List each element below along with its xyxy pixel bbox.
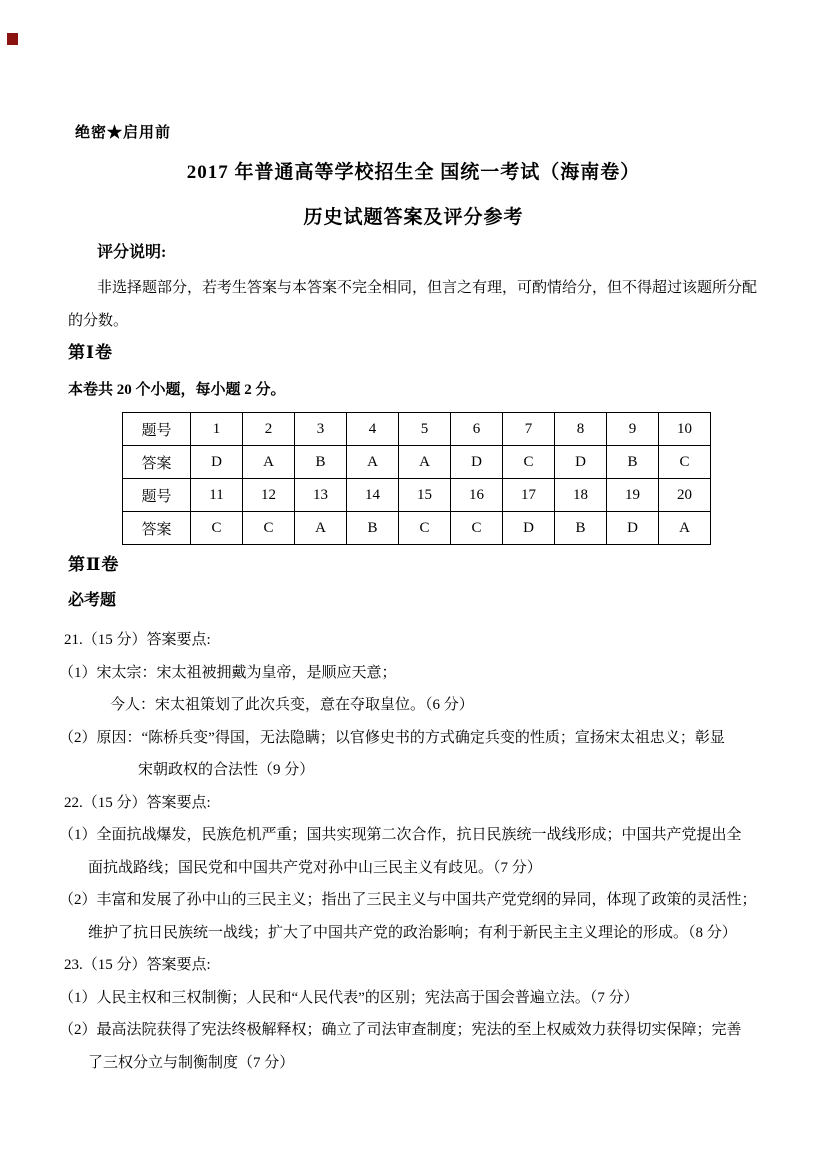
table-cell: 10 (659, 413, 711, 446)
table-cell: D (191, 446, 243, 479)
table-cell: 9 (607, 413, 659, 446)
table-cell: A (399, 446, 451, 479)
answer-line: 21.（15 分）答案要点: (64, 632, 211, 648)
table-cell: C (503, 446, 555, 479)
table-cell: 13 (295, 479, 347, 512)
red-corner-mark (7, 33, 18, 45)
table-cell: 14 (347, 479, 399, 512)
part1-heading: 第Ⅰ卷 (68, 343, 113, 362)
table-cell: 3 (295, 413, 347, 446)
answer-line: （1）人民主权和三权制衡；人民和“人民代表”的区别；宪法高于国会普遍立法。（7 分） (59, 989, 639, 1006)
exam-title: 2017 年普通高等学校招生全 国统一考试（海南卷） (186, 162, 641, 183)
table-cell: 16 (451, 479, 503, 512)
answer-line: 23.（15 分）答案要点: (64, 957, 211, 973)
answer-line: 今人：宋太祖策划了此次兵变，意在夺取皇位。（6 分） (110, 697, 474, 713)
answer-line: 了三权分立与制衡制度（7 分） (88, 1054, 295, 1071)
table-cell: 11 (191, 479, 243, 512)
table-cell: 2 (243, 413, 295, 446)
table-cell: 答案 (123, 446, 191, 479)
scoring-note-line2: 的分数。 (68, 313, 129, 329)
answer-key-title: 历史试题答案及评分参考 (303, 207, 524, 228)
table-cell: A (659, 512, 711, 545)
table-cell: 1 (191, 413, 243, 446)
scoring-note-heading: 评分说明: (97, 244, 167, 261)
table-cell: 6 (451, 413, 503, 446)
table-cell: B (295, 446, 347, 479)
table-cell: C (191, 512, 243, 545)
table-cell: 5 (399, 413, 451, 446)
part2-answers (0, 624, 827, 1079)
answer-table (122, 412, 711, 545)
answer-line: （2）原因：“陈桥兵变”得国，无法隐瞒；以官修史书的方式确定兵变的性质；宣扬宋太祖忠义；彰显 (59, 729, 725, 746)
table-cell: 7 (503, 413, 555, 446)
table-cell: D (555, 446, 607, 479)
table-cell: C (399, 512, 451, 545)
table-cell: 18 (555, 479, 607, 512)
table-cell: D (607, 512, 659, 545)
table-cell: A (295, 512, 347, 545)
table-cell: A (243, 446, 295, 479)
answer-line: 22.（15 分）答案要点: (64, 794, 211, 811)
table-cell: B (347, 512, 399, 545)
table-row (123, 413, 711, 446)
answer-line: （2）丰富和发展了孙中山的三民主义；指出了三民主义与中国共产党党纲的异同，体现了政策的灵活性； (59, 892, 757, 908)
table-cell: 20 (659, 479, 711, 512)
table-cell: 题号 (123, 479, 191, 512)
table-cell: C (659, 446, 711, 479)
table-cell: 8 (555, 413, 607, 446)
classification-label: 绝密★启用前 (75, 125, 172, 141)
table-cell: 4 (347, 413, 399, 446)
table-row (123, 479, 711, 512)
part2-heading: 第Ⅱ卷 (68, 555, 120, 574)
table-cell: B (607, 446, 659, 479)
table-row (123, 512, 711, 545)
table-cell: 15 (399, 479, 451, 512)
answer-line: 维护了抗日民族统一战线；扩大了中国共产党的政治影响；有利于新民主主义理论的形成。（8 分） (88, 924, 737, 941)
table-cell: C (451, 512, 503, 545)
answer-line: 面抗战路线；国民党和中国共产党对孙中山三民主义有歧见。（7 分） (88, 859, 542, 876)
table-cell: 19 (607, 479, 659, 512)
table-cell: 题号 (123, 413, 191, 446)
scoring-note-line1: 非选择题部分，若考生答案与本答案不完全相同，但言之有理，可酌情给分，但不得超过该题所分配 (97, 280, 758, 296)
table-cell: 答案 (123, 512, 191, 545)
table-cell: C (243, 512, 295, 545)
table-cell: A (347, 446, 399, 479)
answer-line: 宋朝政权的合法性（9 分） (138, 762, 315, 778)
table-cell: 12 (243, 479, 295, 512)
table-cell: 17 (503, 479, 555, 512)
answer-line: （2）最高法院获得了宪法终极解释权；确立了司法审查制度；宪法的至上权威效力获得切实保障；完善 (59, 1022, 742, 1038)
table-cell: D (503, 512, 555, 545)
part1-intro: 本卷共 20 个小题，每小题 2 分。 (68, 382, 286, 398)
compulsory-section-heading: 必考题 (68, 592, 117, 609)
table-cell: B (555, 512, 607, 545)
table-cell: D (451, 446, 503, 479)
answer-line: （1）宋太宗：宋太祖被拥戴为皇帝，是顺应天意； (59, 664, 397, 681)
table-row (123, 446, 711, 479)
answer-line: （1）全面抗战爆发，民族危机严重；国共实现第二次合作，抗日民族统一战线形成；中国共产党提出全 (59, 827, 742, 843)
